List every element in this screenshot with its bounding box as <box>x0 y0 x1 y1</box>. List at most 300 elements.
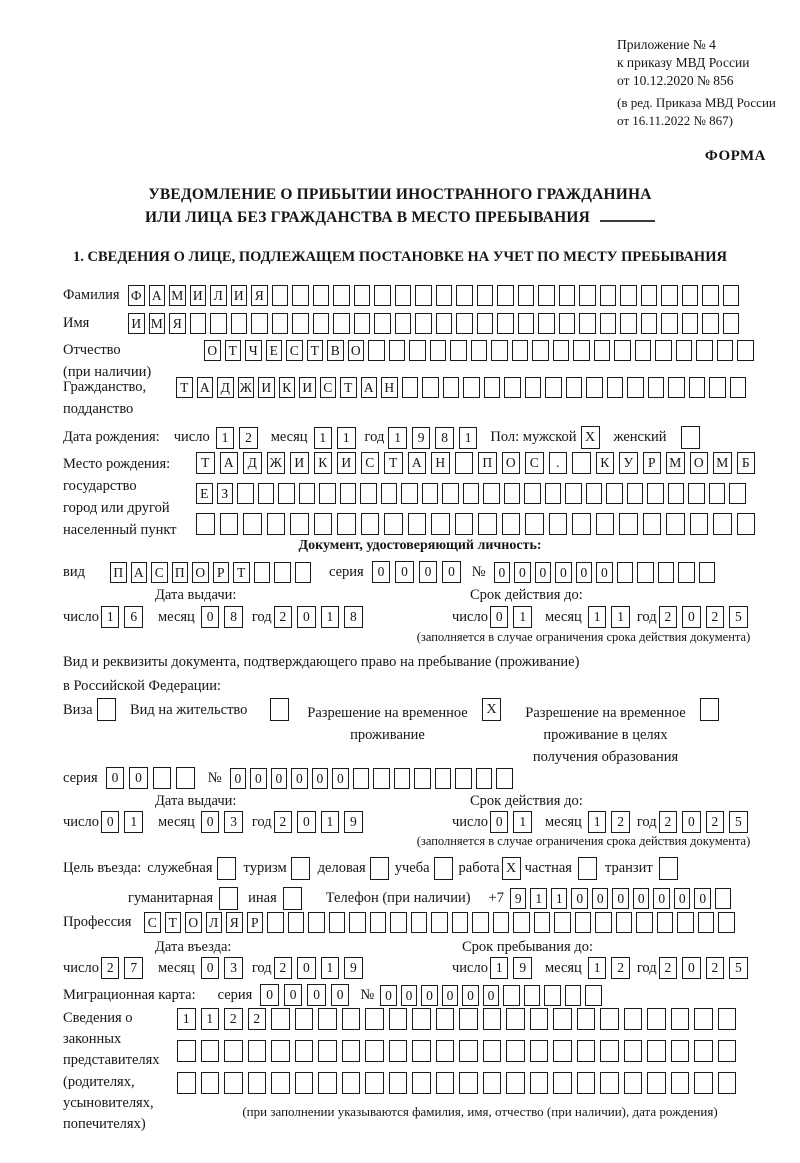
char-box[interactable] <box>478 513 497 535</box>
char-box[interactable] <box>594 340 611 361</box>
id-series-boxes[interactable] <box>372 561 466 583</box>
char-box[interactable]: Я <box>251 285 268 306</box>
char-box[interactable] <box>450 340 467 361</box>
char-box[interactable]: О <box>348 340 365 361</box>
char-box[interactable]: 0 <box>297 957 316 979</box>
char-box[interactable] <box>153 767 172 789</box>
char-box[interactable] <box>431 513 450 535</box>
char-box[interactable] <box>694 1040 713 1062</box>
char-box[interactable]: 0 <box>332 768 349 789</box>
char-box[interactable] <box>619 513 638 535</box>
permit-issue-year-boxes[interactable] <box>274 811 368 833</box>
surname-boxes[interactable] <box>128 285 743 306</box>
char-box[interactable] <box>600 1008 619 1030</box>
char-box[interactable] <box>395 285 412 306</box>
char-box[interactable] <box>718 1008 737 1030</box>
char-box[interactable]: 0 <box>312 768 329 789</box>
id-issue-year-boxes[interactable] <box>274 606 368 628</box>
char-box[interactable] <box>308 912 325 933</box>
char-box[interactable] <box>497 313 514 334</box>
char-box[interactable]: 2 <box>706 957 725 979</box>
permit-exp-month-boxes[interactable] <box>588 811 635 833</box>
char-box[interactable]: 0 <box>372 561 391 583</box>
birth-year-boxes[interactable] <box>388 427 482 449</box>
char-box[interactable] <box>463 377 480 398</box>
char-box[interactable] <box>661 285 678 306</box>
char-box[interactable] <box>401 483 418 504</box>
entry-year-boxes[interactable] <box>274 957 368 979</box>
char-box[interactable]: 3 <box>224 811 243 833</box>
char-box[interactable] <box>730 377 747 398</box>
char-box[interactable] <box>577 1040 596 1062</box>
char-box[interactable]: 0 <box>401 985 418 1006</box>
char-box[interactable]: 6 <box>124 606 143 628</box>
char-box[interactable]: 1 <box>337 427 356 449</box>
char-box[interactable] <box>389 340 406 361</box>
char-box[interactable]: 1 <box>321 957 340 979</box>
char-box[interactable]: 0 <box>462 985 479 1006</box>
purpose-work-checkbox[interactable]: X <box>502 857 521 880</box>
char-box[interactable] <box>313 313 330 334</box>
char-box[interactable]: 2 <box>659 606 678 628</box>
char-box[interactable]: 1 <box>588 811 607 833</box>
char-box[interactable] <box>694 1008 713 1030</box>
char-box[interactable] <box>459 1008 478 1030</box>
char-box[interactable] <box>477 313 494 334</box>
char-box[interactable] <box>436 1040 455 1062</box>
char-box[interactable] <box>538 285 555 306</box>
char-box[interactable] <box>412 1040 431 1062</box>
char-box[interactable] <box>641 313 658 334</box>
char-box[interactable] <box>267 912 284 933</box>
migration-number-boxes[interactable] <box>380 985 606 1006</box>
char-box[interactable] <box>559 285 576 306</box>
sex-male-checkbox[interactable]: X <box>581 426 600 449</box>
char-box[interactable]: А <box>220 452 239 474</box>
char-box[interactable] <box>389 1008 408 1030</box>
char-box[interactable]: 3 <box>224 957 243 979</box>
char-box[interactable] <box>688 483 705 504</box>
char-box[interactable] <box>318 1072 337 1094</box>
char-box[interactable] <box>553 1040 572 1062</box>
char-box[interactable]: О <box>690 452 709 474</box>
char-box[interactable]: 5 <box>729 606 748 628</box>
char-box[interactable] <box>524 483 541 504</box>
char-box[interactable]: 0 <box>129 767 148 789</box>
char-box[interactable] <box>579 285 596 306</box>
char-box[interactable] <box>709 377 726 398</box>
purpose-official-checkbox[interactable] <box>217 857 236 880</box>
char-box[interactable] <box>565 483 582 504</box>
char-box[interactable]: Т <box>340 377 357 398</box>
char-box[interactable] <box>342 1072 361 1094</box>
char-box[interactable]: 0 <box>694 888 711 909</box>
char-box[interactable] <box>506 1008 525 1030</box>
char-box[interactable]: 0 <box>307 984 326 1006</box>
char-box[interactable]: 1 <box>588 606 607 628</box>
char-box[interactable]: А <box>361 377 378 398</box>
char-box[interactable]: 8 <box>224 606 243 628</box>
char-box[interactable] <box>513 912 530 933</box>
char-box[interactable]: Т <box>233 562 250 583</box>
char-box[interactable] <box>272 285 289 306</box>
char-box[interactable] <box>373 768 390 789</box>
char-box[interactable] <box>414 768 431 789</box>
char-box[interactable] <box>698 912 715 933</box>
char-box[interactable]: 1 <box>513 606 532 628</box>
char-box[interactable]: О <box>502 452 521 474</box>
char-box[interactable] <box>496 768 513 789</box>
char-box[interactable]: Л <box>210 285 227 306</box>
char-box[interactable] <box>666 513 685 535</box>
char-box[interactable] <box>504 377 521 398</box>
char-box[interactable] <box>456 313 473 334</box>
char-box[interactable]: 0 <box>106 767 125 789</box>
char-box[interactable] <box>422 483 439 504</box>
char-box[interactable]: 0 <box>260 984 279 1006</box>
char-box[interactable]: Д <box>243 452 262 474</box>
char-box[interactable]: 2 <box>274 606 293 628</box>
purpose-business-checkbox[interactable] <box>370 857 389 880</box>
char-box[interactable] <box>290 513 309 535</box>
char-box[interactable] <box>409 340 426 361</box>
char-box[interactable] <box>718 1072 737 1094</box>
char-box[interactable]: 0 <box>483 985 500 1006</box>
char-box[interactable] <box>506 1072 525 1094</box>
char-box[interactable]: И <box>337 452 356 474</box>
char-box[interactable] <box>671 1072 690 1094</box>
char-box[interactable] <box>549 513 568 535</box>
char-box[interactable]: А <box>408 452 427 474</box>
char-box[interactable] <box>333 313 350 334</box>
temp-permit-checkbox[interactable]: X <box>482 698 501 721</box>
char-box[interactable]: 0 <box>395 561 414 583</box>
char-box[interactable]: 0 <box>514 562 531 583</box>
entry-day-boxes[interactable] <box>101 957 148 979</box>
char-box[interactable]: 0 <box>380 985 397 1006</box>
char-box[interactable] <box>258 483 275 504</box>
char-box[interactable]: А <box>149 285 166 306</box>
char-box[interactable]: 2 <box>706 811 725 833</box>
char-box[interactable]: С <box>361 452 380 474</box>
char-box[interactable]: Е <box>196 483 213 504</box>
char-box[interactable] <box>530 1008 549 1030</box>
char-box[interactable]: 0 <box>571 888 588 909</box>
visa-checkbox[interactable] <box>97 698 116 721</box>
birth-day-boxes[interactable] <box>216 427 263 449</box>
char-box[interactable] <box>177 1072 196 1094</box>
char-box[interactable] <box>545 377 562 398</box>
char-box[interactable] <box>292 285 309 306</box>
char-box[interactable] <box>718 912 735 933</box>
char-box[interactable] <box>579 313 596 334</box>
char-box[interactable]: 0 <box>535 562 552 583</box>
char-box[interactable]: 1 <box>530 888 547 909</box>
char-box[interactable] <box>502 513 521 535</box>
char-box[interactable]: К <box>314 452 333 474</box>
char-box[interactable]: 1 <box>551 888 568 909</box>
char-box[interactable] <box>436 1008 455 1030</box>
char-box[interactable]: М <box>149 313 166 334</box>
char-box[interactable] <box>491 340 508 361</box>
char-box[interactable] <box>718 1040 737 1062</box>
char-box[interactable] <box>624 1040 643 1062</box>
id-issue-month-boxes[interactable] <box>201 606 248 628</box>
char-box[interactable]: 1 <box>611 606 630 628</box>
char-box[interactable]: 0 <box>297 811 316 833</box>
char-box[interactable]: Я <box>226 912 243 933</box>
char-box[interactable] <box>530 1072 549 1094</box>
char-box[interactable] <box>600 285 617 306</box>
char-box[interactable] <box>566 377 583 398</box>
char-box[interactable] <box>600 313 617 334</box>
char-box[interactable]: 1 <box>459 427 478 449</box>
char-box[interactable]: И <box>258 377 275 398</box>
char-box[interactable] <box>271 1072 290 1094</box>
doc-type-boxes[interactable] <box>110 562 315 583</box>
char-box[interactable]: 0 <box>271 768 288 789</box>
char-box[interactable] <box>431 912 448 933</box>
birth-month-boxes[interactable] <box>314 427 361 449</box>
char-box[interactable] <box>647 483 664 504</box>
char-box[interactable]: Р <box>213 562 230 583</box>
char-box[interactable]: 1 <box>177 1008 196 1030</box>
char-box[interactable] <box>313 285 330 306</box>
id-exp-month-boxes[interactable] <box>588 606 635 628</box>
char-box[interactable]: 0 <box>490 811 509 833</box>
char-box[interactable] <box>408 513 427 535</box>
char-box[interactable] <box>553 1008 572 1030</box>
char-box[interactable]: 0 <box>442 985 459 1006</box>
given-name-boxes[interactable] <box>128 313 743 334</box>
char-box[interactable] <box>452 912 469 933</box>
permit-series-boxes[interactable] <box>106 767 200 789</box>
char-box[interactable] <box>295 1008 314 1030</box>
guardians-row3-boxes[interactable] <box>177 1072 741 1094</box>
char-box[interactable] <box>318 1008 337 1030</box>
char-box[interactable]: 0 <box>442 561 461 583</box>
char-box[interactable] <box>394 768 411 789</box>
char-box[interactable] <box>702 285 719 306</box>
char-box[interactable] <box>648 377 665 398</box>
char-box[interactable] <box>231 313 248 334</box>
char-box[interactable] <box>723 285 740 306</box>
char-box[interactable] <box>617 562 634 583</box>
char-box[interactable]: В <box>327 340 344 361</box>
char-box[interactable] <box>463 483 480 504</box>
char-box[interactable] <box>668 483 685 504</box>
char-box[interactable] <box>518 285 535 306</box>
char-box[interactable]: П <box>172 562 189 583</box>
char-box[interactable] <box>196 513 215 535</box>
permit-number-boxes[interactable] <box>230 768 517 789</box>
residence-permit-checkbox[interactable] <box>270 698 289 721</box>
char-box[interactable] <box>493 912 510 933</box>
char-box[interactable]: 0 <box>592 888 609 909</box>
char-box[interactable] <box>484 377 501 398</box>
permit-issue-day-boxes[interactable] <box>101 811 148 833</box>
char-box[interactable] <box>237 483 254 504</box>
char-box[interactable] <box>395 313 412 334</box>
char-box[interactable] <box>436 313 453 334</box>
char-box[interactable] <box>442 483 459 504</box>
char-box[interactable] <box>436 1072 455 1094</box>
char-box[interactable] <box>737 513 756 535</box>
char-box[interactable] <box>295 1040 314 1062</box>
char-box[interactable]: И <box>190 285 207 306</box>
char-box[interactable] <box>559 313 576 334</box>
char-box[interactable] <box>248 1040 267 1062</box>
char-box[interactable] <box>360 483 377 504</box>
char-box[interactable] <box>389 1040 408 1062</box>
entry-month-boxes[interactable] <box>201 957 248 979</box>
char-box[interactable]: 0 <box>490 606 509 628</box>
char-box[interactable] <box>554 912 571 933</box>
char-box[interactable] <box>689 377 706 398</box>
char-box[interactable] <box>411 912 428 933</box>
char-box[interactable] <box>314 513 333 535</box>
char-box[interactable] <box>532 340 549 361</box>
char-box[interactable]: И <box>231 285 248 306</box>
char-box[interactable] <box>288 912 305 933</box>
char-box[interactable] <box>544 985 561 1006</box>
char-box[interactable] <box>271 1040 290 1062</box>
guardians-row1-boxes[interactable] <box>177 1008 741 1030</box>
char-box[interactable] <box>443 377 460 398</box>
char-box[interactable] <box>402 377 419 398</box>
char-box[interactable] <box>497 285 514 306</box>
char-box[interactable] <box>476 768 493 789</box>
char-box[interactable]: 1 <box>490 957 509 979</box>
char-box[interactable]: М <box>169 285 186 306</box>
char-box[interactable] <box>422 377 439 398</box>
char-box[interactable]: А <box>131 562 148 583</box>
char-box[interactable]: 2 <box>239 427 258 449</box>
char-box[interactable] <box>512 340 529 361</box>
char-box[interactable] <box>607 377 624 398</box>
char-box[interactable]: 1 <box>201 1008 220 1030</box>
char-box[interactable] <box>600 1040 619 1062</box>
char-box[interactable]: Б <box>737 452 756 474</box>
char-box[interactable] <box>459 1072 478 1094</box>
char-box[interactable] <box>534 912 551 933</box>
char-box[interactable] <box>525 377 542 398</box>
char-box[interactable]: Р <box>247 912 264 933</box>
char-box[interactable] <box>190 313 207 334</box>
char-box[interactable] <box>525 513 544 535</box>
char-box[interactable]: 0 <box>331 984 350 1006</box>
char-box[interactable]: 2 <box>274 957 293 979</box>
char-box[interactable] <box>624 1008 643 1030</box>
char-box[interactable]: 0 <box>576 562 593 583</box>
char-box[interactable] <box>210 313 227 334</box>
char-box[interactable] <box>381 483 398 504</box>
char-box[interactable]: 1 <box>216 427 235 449</box>
char-box[interactable]: 0 <box>419 561 438 583</box>
char-box[interactable]: С <box>151 562 168 583</box>
birthplace-row3-boxes[interactable] <box>196 513 760 535</box>
char-box[interactable] <box>729 483 746 504</box>
char-box[interactable]: 9 <box>344 957 363 979</box>
char-box[interactable] <box>349 912 366 933</box>
char-box[interactable]: О <box>204 340 221 361</box>
char-box[interactable]: С <box>320 377 337 398</box>
char-box[interactable] <box>661 313 678 334</box>
citizenship-boxes[interactable] <box>176 377 750 398</box>
char-box[interactable] <box>374 285 391 306</box>
char-box[interactable] <box>636 912 653 933</box>
char-box[interactable] <box>365 1040 384 1062</box>
char-box[interactable] <box>415 285 432 306</box>
char-box[interactable] <box>671 1008 690 1030</box>
char-box[interactable] <box>361 513 380 535</box>
char-box[interactable] <box>696 340 713 361</box>
char-box[interactable] <box>430 340 447 361</box>
char-box[interactable] <box>658 562 675 583</box>
char-box[interactable] <box>251 313 268 334</box>
char-box[interactable] <box>606 483 623 504</box>
char-box[interactable] <box>577 1008 596 1030</box>
char-box[interactable]: 2 <box>101 957 120 979</box>
char-box[interactable] <box>620 313 637 334</box>
char-box[interactable] <box>224 1040 243 1062</box>
permit-issue-month-boxes[interactable] <box>201 811 248 833</box>
char-box[interactable] <box>627 483 644 504</box>
char-box[interactable] <box>333 285 350 306</box>
char-box[interactable] <box>643 513 662 535</box>
char-box[interactable] <box>299 483 316 504</box>
char-box[interactable] <box>456 285 473 306</box>
char-box[interactable] <box>694 1072 713 1094</box>
char-box[interactable] <box>329 912 346 933</box>
char-box[interactable] <box>455 452 474 474</box>
char-box[interactable] <box>483 1040 502 1062</box>
char-box[interactable] <box>436 285 453 306</box>
char-box[interactable]: С <box>286 340 303 361</box>
char-box[interactable]: 1 <box>314 427 333 449</box>
char-box[interactable] <box>353 768 370 789</box>
char-box[interactable] <box>637 562 654 583</box>
char-box[interactable]: 9 <box>513 957 532 979</box>
char-box[interactable]: И <box>128 313 145 334</box>
id-exp-year-boxes[interactable] <box>659 606 753 628</box>
char-box[interactable]: П <box>478 452 497 474</box>
char-box[interactable] <box>702 313 719 334</box>
char-box[interactable] <box>370 912 387 933</box>
char-box[interactable] <box>243 513 262 535</box>
char-box[interactable]: . <box>549 452 568 474</box>
char-box[interactable]: Я <box>169 313 186 334</box>
char-box[interactable] <box>596 513 615 535</box>
char-box[interactable] <box>354 285 371 306</box>
char-box[interactable] <box>271 1008 290 1030</box>
char-box[interactable] <box>545 483 562 504</box>
char-box[interactable] <box>677 912 694 933</box>
purpose-tourism-checkbox[interactable] <box>291 857 310 880</box>
char-box[interactable] <box>586 377 603 398</box>
char-box[interactable]: 1 <box>321 811 340 833</box>
char-box[interactable] <box>412 1072 431 1094</box>
char-box[interactable] <box>292 313 309 334</box>
char-box[interactable]: Т <box>196 452 215 474</box>
char-box[interactable] <box>538 313 555 334</box>
char-box[interactable] <box>459 1040 478 1062</box>
char-box[interactable] <box>553 340 570 361</box>
char-box[interactable]: 0 <box>230 768 247 789</box>
char-box[interactable] <box>354 313 371 334</box>
char-box[interactable] <box>657 912 674 933</box>
char-box[interactable]: Л <box>206 912 223 933</box>
